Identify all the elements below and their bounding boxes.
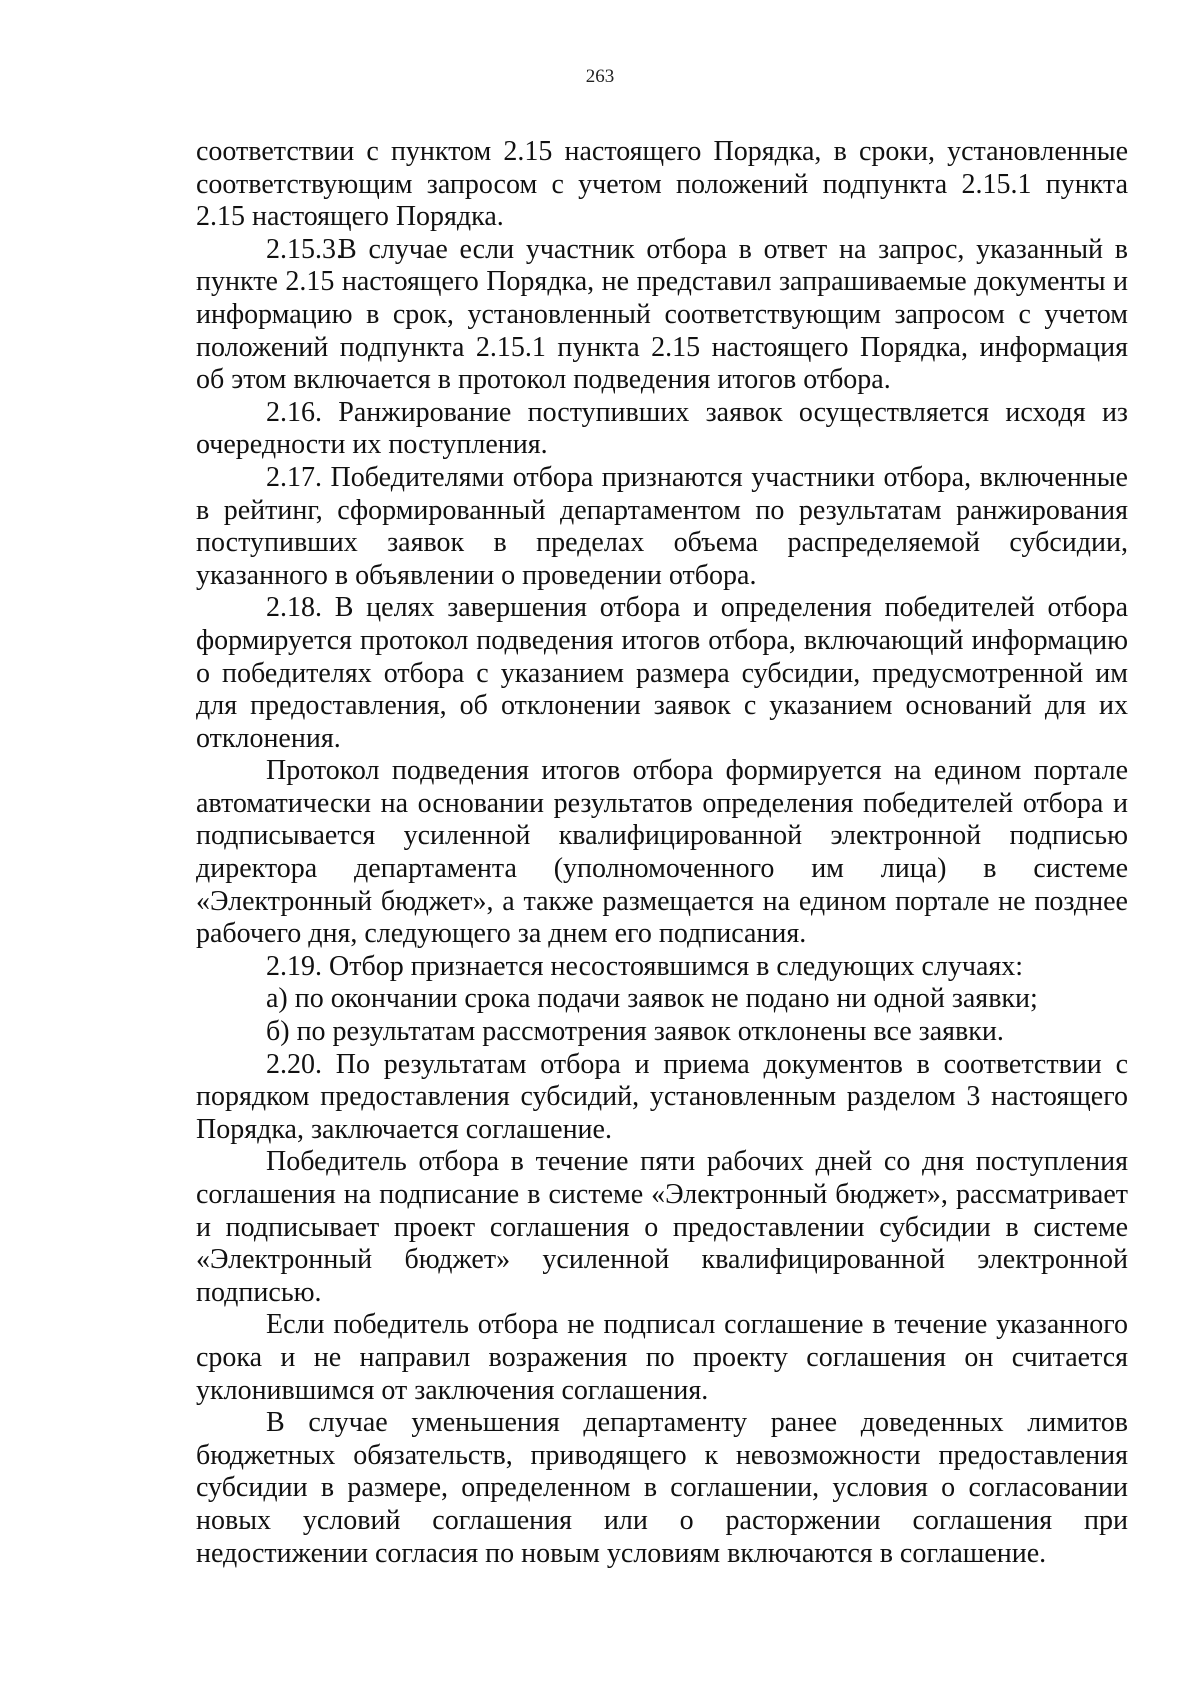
document-body (196, 136, 1128, 1570)
paragraph-text: В случае если участник отбора в ответ на запрос, указанный в пункте 2.15 настоящего Порядка, не представил запрашиваемые документы и информацию в срок, установленный соответствующим запросом с учетом положений подпункта 2.15.1 пункта 2.15 настоящего Порядка, информация об этом включается в протокол подведения итогов отбора. (196, 233, 1128, 396)
paragraph-reduction: В случае уменьшения департаменту ранее доведенных лимитов бюджетных обязательств, приводящего к невозможности предоставления субсидии в размере, определенном в соглашении, условия о согласовании новых условий соглашения или о расторжении соглашения при недостижении согласия по новым условиям включаются в соглашение. (196, 1407, 1128, 1569)
clause-number: 2.15.3. (266, 233, 343, 265)
paragraph-2-16: 2.16. Ранжирование поступивших заявок осуществляется исходя из очередности их поступления. (196, 396, 1128, 461)
paragraph-2-17: 2.17. Победителями отбора признаются участники отбора, включенные в рейтинг, сформированный департаментом по результатам ранжирования поступивших заявок в пределах объема распределяемой субсидии, указанного в объявлении о проведении отбора. (196, 461, 1128, 591)
paragraph-continuation: соответствии с пунктом 2.15 настоящего Порядка, в сроки, установленные соответствующим запросом с учетом положений подпункта 2.15.1 пункта 2.15 настоящего Порядка. (196, 136, 1128, 233)
paragraph-2-19-a: а) по окончании срока подачи заявок не подано ни одной заявки; (266, 983, 1038, 1015)
paragraph-protocol: Протокол подведения итогов отбора формируется на едином портале автоматически на основании результатов определения победителей отбора и подписывается усиленной квалифицированной электронной подписью директора департамента (уполномоченного им лица) в системе «Электронный бюджет», а также размещается на едином портале не позднее рабочего дня, следующего за днем его подписания. (196, 755, 1128, 950)
paragraph-2-18: 2.18. В целях завершения отбора и определения победителей отбора формируется протокол подведения итогов отбора, включающий информацию о победителях отбора с указанием размера субсидии, предусмотренной им для предоставления, об отклонении заявок с указанием оснований для их отклонения. (196, 592, 1128, 754)
paragraph-2-19: 2.19. Отбор признается несостоявшимся в следующих случаях: (266, 950, 1024, 982)
paragraph-winner: Победитель отбора в течение пяти рабочих дней со дня поступления соглашения на подписание в системе «Электронный бюджет», рассматривает и подписывает проект соглашения о предоставлении субсидии в системе «Электронный бюджет» усиленной квалифицированной электронной подписью. (196, 1146, 1128, 1308)
paragraph-not-signed: Если победитель отбора не подписал соглашение в течение указанного срока и не направил возражения по проекту соглашения он считается уклонившимся от заключения соглашения. (196, 1309, 1128, 1406)
paragraph-2-19-b: б) по результатам рассмотрения заявок отклонены все заявки. (266, 1016, 1004, 1048)
paragraph-2-15-3 (196, 234, 1128, 397)
page-number: 263 (585, 66, 615, 87)
paragraph-2-20: 2.20. По результатам отбора и приема документов в соответствии с порядком предоставления субсидий, установленным разделом 3 настоящего Порядка, заключается соглашение. (196, 1048, 1128, 1145)
